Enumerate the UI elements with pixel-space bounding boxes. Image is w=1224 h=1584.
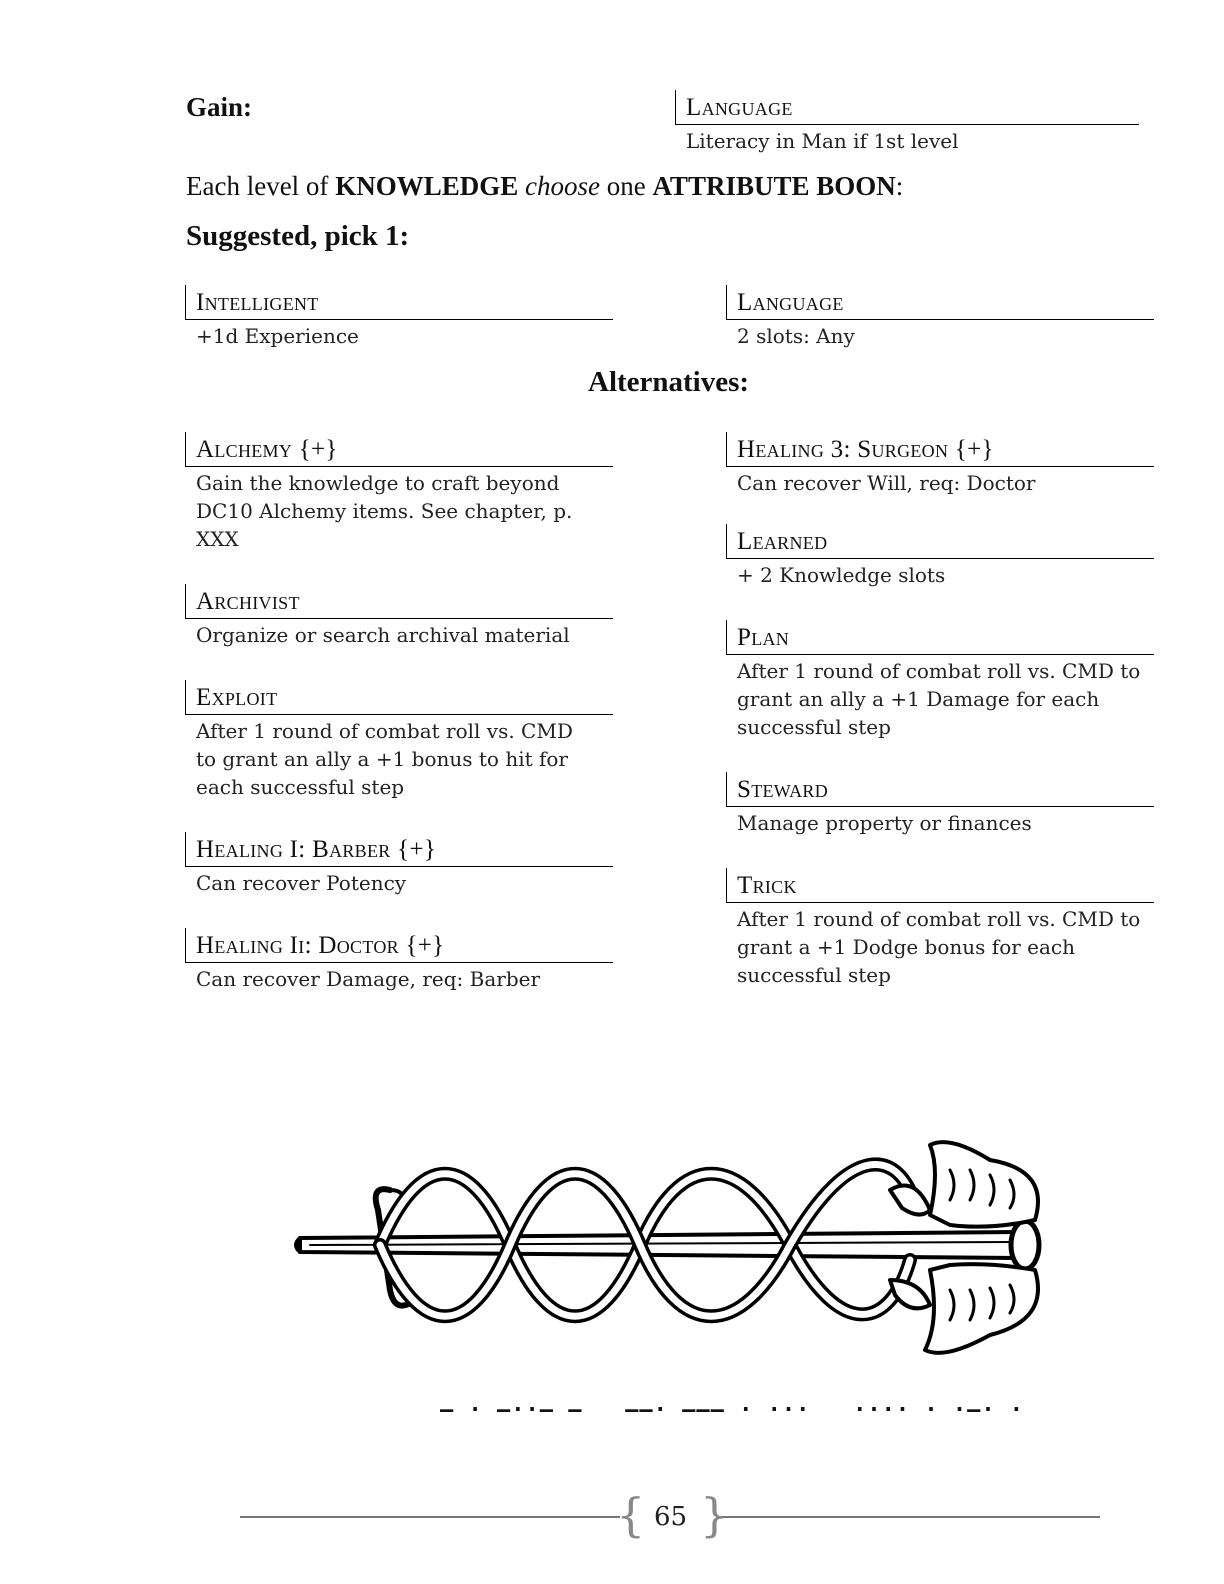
entry-desc: Can recover Damage, req: Barber [196,967,541,991]
entry-title: Language [726,285,1154,320]
alt-healing-barber [185,832,613,897]
alt-trick [726,868,1154,989]
suggested-intelligent [185,285,613,350]
footer-rule-left [240,1516,620,1518]
suggested-language [726,285,1154,350]
entry-title: Trick [726,868,1154,903]
entry-desc: Literacy in Man if 1st level [686,129,959,153]
alt-exploit [185,680,613,801]
footer-rule-right [716,1516,1100,1518]
intro-space [518,171,525,201]
entry-desc: Organize or search archival material [196,623,570,647]
entry-title: Healing I: Barber {+} [185,832,613,867]
entry-title: Healing 3: Surgeon {+} [726,432,1154,467]
morse-code-text: – · –··– – ––· ––– · ··· ···· · ·–· · [440,1398,1025,1423]
intro-knowledge: KNOWLEDGE [335,171,519,201]
entry-desc: After 1 round of combat roll vs. CMD to grant an ally a +1 bonus to hit for each successful step [196,719,573,799]
alt-archivist [185,584,613,649]
entry-desc: After 1 round of combat roll vs. CMD to grant a +1 Dodge bonus for each successful step [737,907,1141,987]
entry-desc: Gain the knowledge to craft beyond DC10 Alchemy items. See chapter, p. XXX [196,471,573,551]
entry-title: Healing Ii: Doctor {+} [185,928,613,963]
intro-choose: choose [524,171,600,201]
gain-language-entry [675,90,1139,155]
entry-title: Steward [726,772,1154,807]
caduceus-sword-icon [290,1130,1050,1370]
intro-text-2: one [599,171,653,201]
entry-desc: +1d Experience [196,324,359,348]
entry-title: Learned [726,524,1154,559]
entry-title: Exploit [185,680,613,715]
entry-title: Language [675,90,1139,125]
entry-desc: Can recover Will, req: Doctor [737,471,1036,495]
entry-desc: 2 slots: Any [737,324,855,348]
entry-title: Intelligent [185,285,613,320]
alt-healing-doctor [185,928,613,993]
alt-plan [726,620,1154,741]
gain-label: Gain: [186,92,253,122]
alt-learned [726,524,1154,589]
entry-title: Archivist [185,584,613,619]
entry-desc: Manage property or finances [737,811,1032,835]
intro-colon: : [895,171,904,201]
right-brace-icon: } [700,1488,730,1542]
entry-title: Plan [726,620,1154,655]
entry-title: Alchemy {+} [185,432,613,467]
entry-desc: + 2 Knowledge slots [737,563,946,587]
entry-desc: Can recover Potency [196,871,407,895]
suggested-heading: Suggested, pick 1: [186,220,410,252]
intro-boon: ATTRIBUTE BOON [652,171,896,201]
page-number: 65 [654,1502,688,1532]
alt-steward [726,772,1154,837]
alt-alchemy [185,432,613,553]
left-brace-icon: { [616,1488,646,1542]
alternatives-heading: Alternatives: [588,366,750,398]
intro-line [186,171,903,202]
entry-desc: After 1 round of combat roll vs. CMD to grant an ally a +1 Damage for each successful step [737,659,1141,739]
alt-healing-surgeon [726,432,1154,497]
intro-text: Each level of [186,171,336,201]
